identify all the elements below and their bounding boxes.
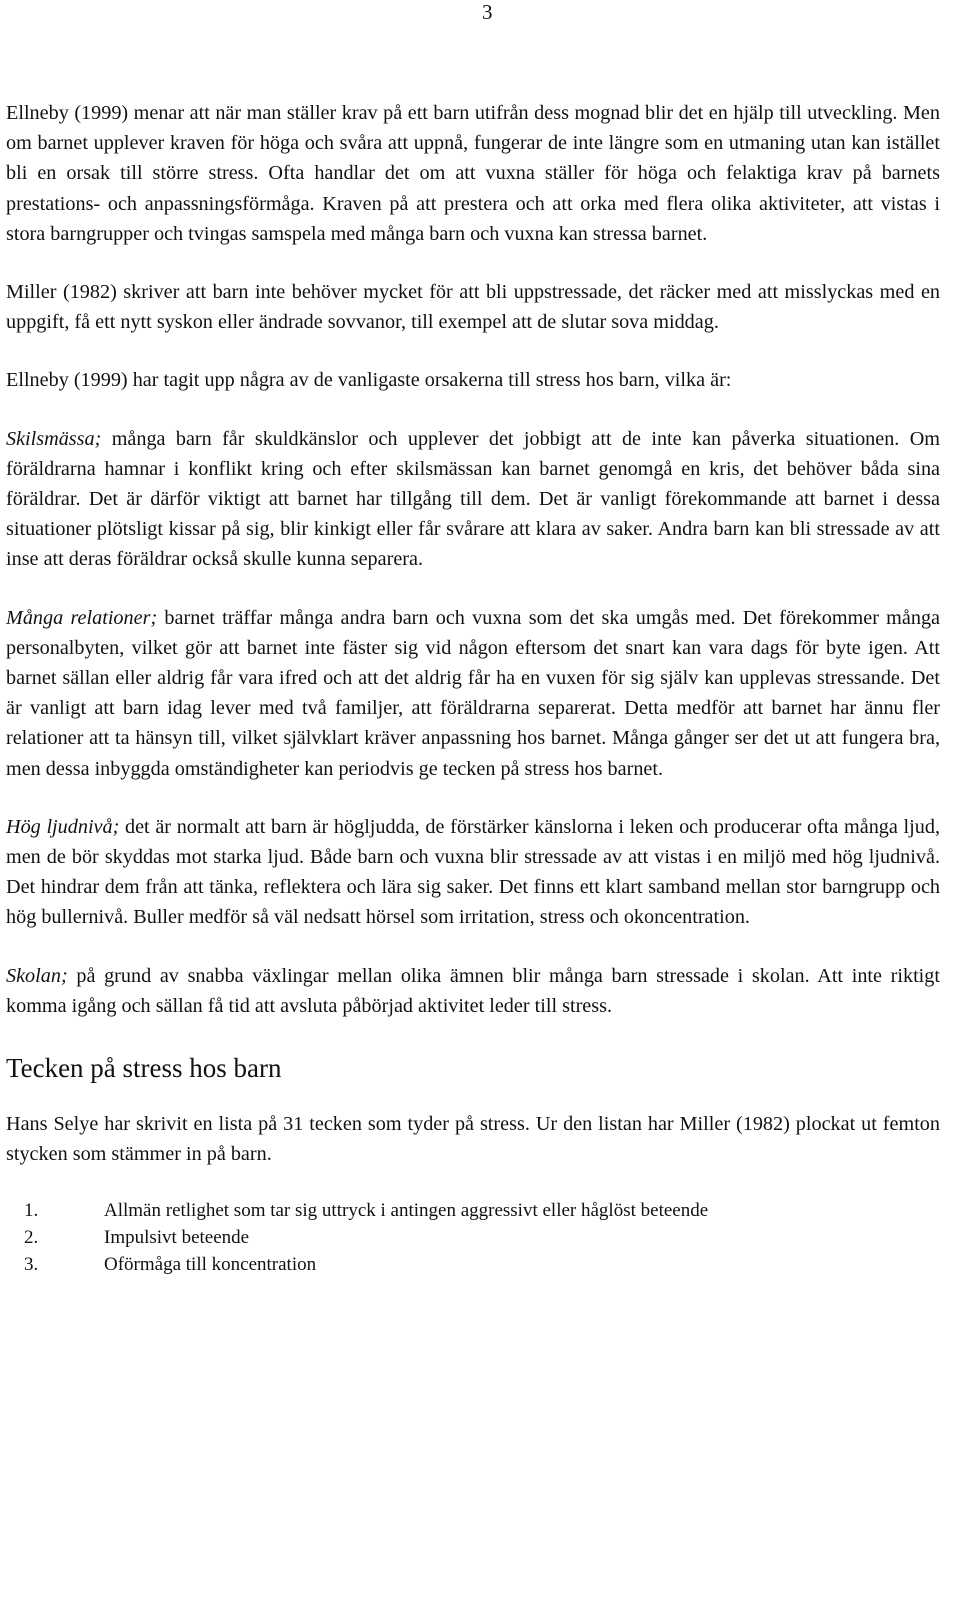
list-item-text: Impulsivt beteende (104, 1227, 250, 1249)
paragraph-lead: Många relationer; (6, 606, 158, 629)
list-item-text: Oförmåga till koncentration (104, 1254, 317, 1276)
paragraph-hog-ljudniva (6, 812, 940, 933)
paragraph-manga-relationer (6, 603, 940, 784)
paragraph-text: Ellneby (1999) menar att när man ställer krav på ett barn utifrån dess mognad blir det en hjälp till utveckling. Men om barnet upplever kraven för höga och svåra att uppnå, fungerar de inte längre som en utmaning utan kan istället bli en orsak till större stress. Ofta handlar det om att vuxna ställer för höga och felaktiga krav på barnets prestations- och anpassningsförmåga. Kraven på att prestera och att orka med flera olika aktiviteter, att vistas i stora barngrupper och tvingas samspela med många barn och vuxna kan stressa barnet. (6, 102, 940, 245)
paragraph-lead: Hög ljudnivå; (6, 815, 120, 838)
paragraph-lead: Skilsmässa; (6, 427, 102, 450)
paragraph-ellneby-orsaker (6, 365, 940, 395)
paragraph-text: Miller (1982) skriver att barn inte behöver mycket för att bli uppstressade, det räcker med att misslyckas med en uppgift, få ett nytt syskon eller ändrade sovvanor, till exempel att de slutar sova middag. (6, 281, 940, 334)
paragraph-text: många barn får skuldkänslor och upplever det jobbigt att de inte kan påverka situationen. Om föräldrarna hamnar i konflikt kring och efter skilsmässan kan barnet genomgå en kris, det behöver båda sina föräldrar. Det är därför viktigt att barnet har tillgång till dem. Det är vanligt förekommande att barnet i dessa situationer plötsligt kissar på sig, blir kinkigt eller får svårare att klara av saker. Andra barn kan bli stressade av att inse att deras föräldrar också skulle kunna separera. (6, 427, 940, 571)
list-item (24, 1224, 940, 1251)
list-item-number: 3. (24, 1254, 39, 1276)
paragraph-lead: Skolan; (6, 964, 68, 987)
paragraph-skolan (6, 961, 940, 1021)
paragraph-skilsmassa (6, 424, 940, 575)
section-intro: Hans Selye har skrivit en lista på 31 tecken som tyder på stress. Ur den listan har Miller (1982) plockat ut femton stycken som stämmer in på barn. (6, 1113, 940, 1166)
page-number: 3 (482, 0, 493, 24)
document-body (6, 98, 940, 1278)
list-item-number: 2. (24, 1227, 39, 1249)
list-item (24, 1197, 940, 1224)
paragraph-text: på grund av snabba växlingar mellan olika ämnen blir många barn stressade i skolan. Att inte riktigt komma igång och sällan få tid att avsluta påbörjad aktivitet leder till stress. (6, 964, 940, 1017)
paragraph-text: det är normalt att barn är högljudda, de förstärker känslorna i leken och producerar ofta många ljud, men de bör skyddas mot starka ljud. Både barn och vuxna blir stressade av att vistas i en miljö med hög ljudnivå. Det hindrar dem från att tänka, reflektera och lära sig saker. Det finns ett klart samband mellan stor barngrupp och hög bullernivå. Buller medför så väl nedsatt hörsel som irritation, stress och okoncentration. (6, 815, 940, 929)
paragraph-text: Ellneby (1999) har tagit upp några av de vanligaste orsakerna till stress hos barn, vilka är: (6, 369, 732, 392)
list-item-number: 1. (24, 1200, 39, 1222)
list-item (24, 1251, 940, 1278)
section-heading: Tecken på stress hos barn (6, 1053, 282, 1084)
list-item-text: Allmän retlighet som tar sig uttryck i antingen aggressivt eller håglöst beteende (104, 1200, 709, 1222)
paragraph-miller (6, 277, 940, 337)
stress-signs-list (6, 1197, 940, 1278)
paragraph-text: barnet träffar många andra barn och vuxna som det ska umgås med. Det förekommer många personalbyten, vilket gör att barnet inte fäster sig vid någon eftersom det snart kan vara dags för byte igen. Att barnet sällan eller aldrig får vara ifred och att det aldrig får ha en vuxen för sig själv kan upplevas stressande. Det är vanligt att barn idag lever med två familjer, att föräldrarna separerat. Detta medför att barnet har ännu fler relationer att ta hänsyn till, vilket självklart kräver anpassning hos barnet. Många gånger ser det ut att fungera bra, men dessa inbyggda omständigheter kan periodvis ge tecken på stress hos barnet. (6, 606, 940, 780)
paragraph-ellneby-krav (6, 98, 940, 249)
